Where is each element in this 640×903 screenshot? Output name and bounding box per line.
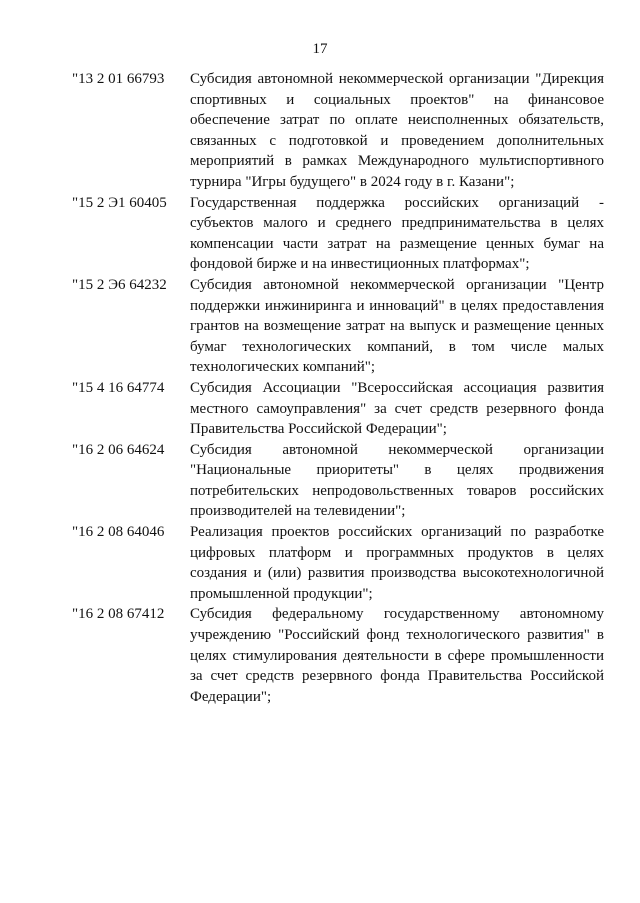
list-item	[72, 378, 604, 440]
budget-code: "15 4 16 64774	[72, 379, 165, 396]
entry-description: Субсидия автономной некоммерческой организации "Национальные приоритеты" в целях продвижения потребительских непродовольственных товаров российских производителей на телевидении";	[190, 441, 604, 520]
entry-description: Субсидия федеральному государственному автономному учреждению "Российский фонд технологического развития" в целях стимулирования деятельности в сфере промышленности за счет средств резервного фонда Правительства Российской Федерации";	[190, 606, 604, 705]
entry-description: Субсидия Ассоциации "Всероссийская ассоциация развития местного самоуправления" за счет средств резервного фонда Правительства Российской Федерации";	[190, 379, 604, 438]
entry-description: Субсидия автономной некоммерческой организации "Дирекция спортивных и социальных проектов" на финансовое обеспечение затрат по оплате неисполненных обязательств, связанных с подготовкой и проведением дополнительных мероприятий в рамках Международного мультиспортивного турнира "Игры будущего" в 2024 году в г. Казани";	[190, 71, 604, 190]
list-item	[72, 275, 604, 378]
list-item	[72, 69, 604, 193]
list-item	[72, 193, 604, 275]
budget-code: "15 2 Э1 60405	[72, 194, 167, 211]
entry-description: Государственная поддержка российских организаций - субъектов малого и среднего предпринимательства в целях компенсации части затрат на размещение ценных бумаг на фондовой бирже и на инвестиционных платформах";	[190, 194, 604, 273]
entry-description: Субсидия автономной некоммерческой организации "Центр поддержки инжиниринга и инноваций" в целях предоставления грантов на возмещение затрат на выпуск и размещение ценных бумаг технологических компаний, в том числе малых технологических компаний";	[190, 276, 604, 376]
budget-code-list	[72, 69, 604, 707]
budget-code: "15 2 Э6 64232	[72, 276, 167, 293]
list-item	[72, 604, 604, 707]
page-number: 17	[312, 41, 328, 57]
budget-code: "16 2 08 64046	[72, 524, 165, 541]
entry-description: Реализация проектов российских организаций по разработке цифровых платформ и программных продуктов в целях создания и (или) развития производства высокотехнологичной промышленной продукции";	[190, 524, 604, 602]
list-item	[72, 440, 604, 522]
budget-code: "16 2 06 64624	[72, 441, 165, 458]
budget-code: "16 2 08 67412	[72, 606, 165, 623]
budget-code: "13 2 01 66793	[72, 71, 165, 87]
list-item	[72, 522, 604, 604]
